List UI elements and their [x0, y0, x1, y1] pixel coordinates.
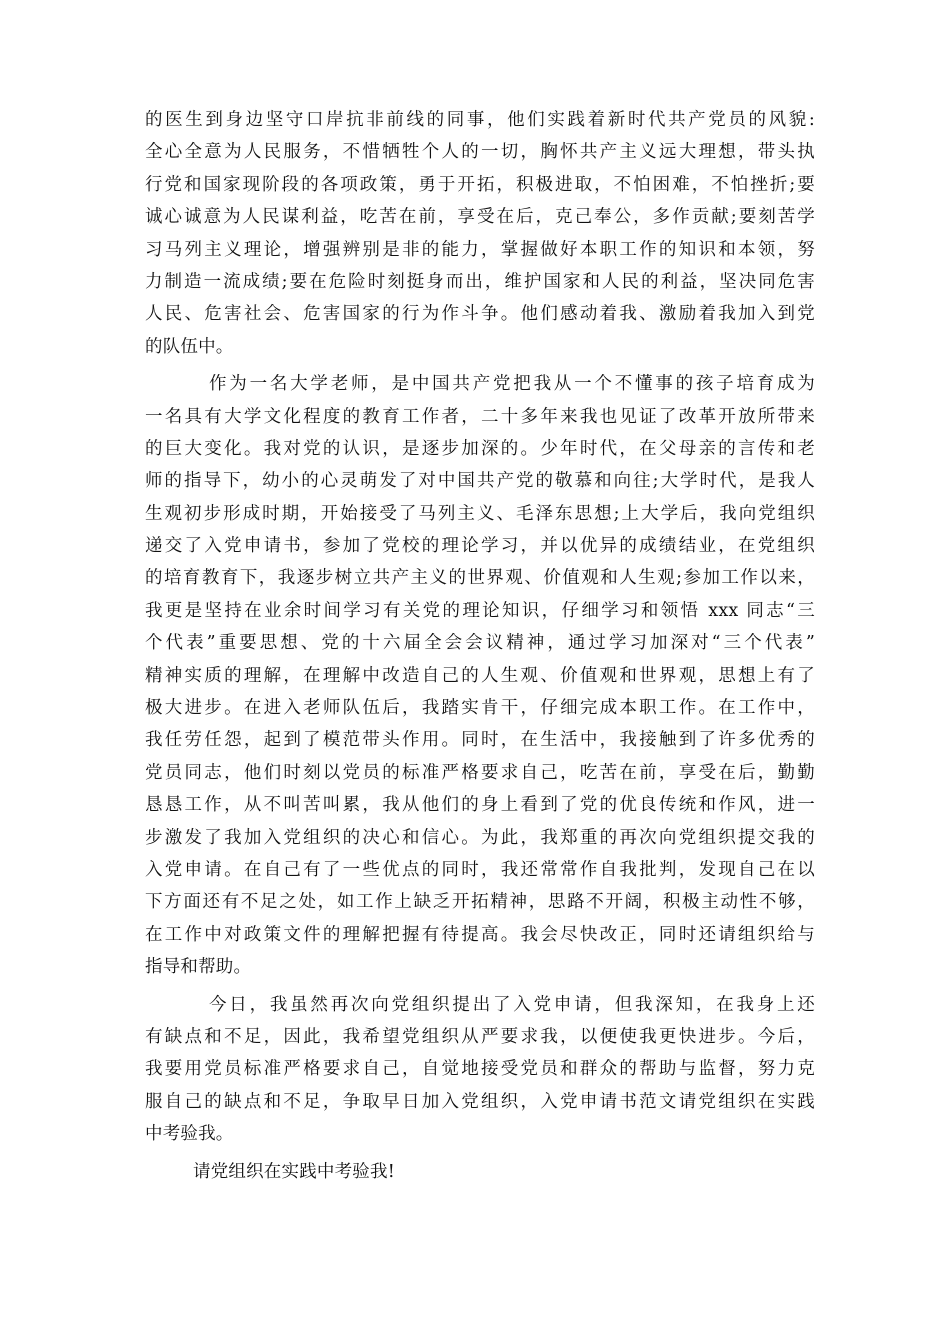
- text-line: 服自己的缺点和不足，争取早日加入党组织，入党申请书范文请党组织在实践: [145, 1091, 815, 1112]
- document-page: [145, 104, 815, 1188]
- text-line: 全心全意为人民服务，不惜牺牲个人的一切，胸怀共产主义远大理想，带头执: [145, 142, 815, 163]
- text-line: 中考验我。: [145, 1124, 234, 1145]
- text-line: 的医生到身边坚守口岸抗非前线的同事，他们实践着新时代共产党员的风貌:: [145, 110, 815, 130]
- text-line: 指导和帮助。: [145, 957, 252, 978]
- text-line: 精神实质的理解，在理解中改造自己的人生观、价值观和世界观，思想上有了: [145, 665, 815, 686]
- text-line: 一名具有大学文化程度的教育工作者，二十多年来我也见证了改革开放所带来: [145, 406, 815, 427]
- text-line: 递交了入党申请书，参加了党校的理论学习，并以优异的成绩结业，在党组织: [145, 536, 815, 557]
- text-line: 作为一名大学老师，是中国共产党把我从一个不懂事的孩子培育成为: [209, 374, 815, 395]
- text-line: 我更是坚持在业余时间学习有关党的理论知识，仔细学习和领悟 xxx 同志“三: [145, 600, 815, 621]
- text-line: 恳恳工作，从不叫苦叫累，我从他们的身上看到了党的优良传统和作风，进一: [145, 795, 815, 816]
- text-line: 极大进步。在进入老师队伍后，我踏实肯干，仔细完成本职工作。在工作中，: [145, 698, 815, 719]
- text-line: 有缺点和不足，因此，我希望党组织从严要求我，以便使我更快进步。今后，: [145, 1026, 815, 1047]
- text-line: 的培育教育下，我逐步树立共产主义的世界观、价值观和人生观;参加工作以来，: [145, 568, 815, 589]
- text-line: 我任劳任怨，起到了模范带头作用。同时，在生活中，我接触到了许多优秀的: [145, 730, 815, 751]
- text-line: 我要用党员标准严格要求自己，自觉地接受党员和群众的帮助与监督，努力克: [145, 1059, 815, 1080]
- text-line: 入党申请。在自己有了一些优点的同时，我还常常作自我批判，发现自己在以: [145, 859, 815, 880]
- text-line: 党员同志，他们时刻以党员的标准严格要求自己，吃苦在前，享受在后，勤勤: [145, 762, 815, 783]
- text-line: 在工作中对政策文件的理解把握有待提高。我会尽快改正，同时还请组织给与: [145, 924, 815, 945]
- text-line: 人民、危害社会、危害国家的行为作斗争。他们感动着我、激励着我加入到党: [145, 304, 815, 325]
- text-line: 下方面还有不足之处，如工作上缺乏开拓精神，思路不开阔，积极主动性不够，: [145, 892, 815, 913]
- text-line: 的队伍中。: [145, 336, 234, 357]
- paragraph-2: [145, 368, 815, 983]
- text-line: 行党和国家现阶段的各项政策，勇于开拓，积极进取，不怕困难，不怕挫折;要: [145, 174, 815, 195]
- text-line: 师的指导下，幼小的心灵萌发了对中国共产党的敬慕和向往;大学时代，是我人: [145, 471, 815, 492]
- text-line: 步激发了我加入党组织的决心和信心。为此，我郑重的再次向党组织提交我的: [145, 827, 815, 848]
- text-line: 的巨大变化。我对党的认识，是逐步加深的。少年时代，在父母亲的言传和老: [145, 438, 815, 459]
- text-line: 诚心诚意为人民谋利益，吃苦在前，享受在后，克己奉公，多作贡献;要刻苦学: [145, 207, 815, 228]
- text-line: 习马列主义理论，增强辨别是非的能力，掌握做好本职工作的知识和本领，努: [145, 239, 815, 260]
- text-line: 个代表”重要思想、党的十六届全会会议精神，通过学习加深对“三个代表”: [145, 633, 815, 654]
- text-line: 力制造一流成绩;要在危险时刻挺身而出，维护国家和人民的利益，坚决同危害: [145, 271, 815, 292]
- text-line: 生观初步形成时期，开始接受了马列主义、毛泽东思想;上大学后，我向党组织: [145, 503, 815, 524]
- paragraph-1: [145, 104, 815, 363]
- paragraph-3: [145, 989, 815, 1151]
- closing-line: 请党组织在实践中考验我!: [193, 1161, 395, 1182]
- text-line: 今日，我虽然再次向党组织提出了入党申请，但我深知，在我身上还: [209, 994, 815, 1015]
